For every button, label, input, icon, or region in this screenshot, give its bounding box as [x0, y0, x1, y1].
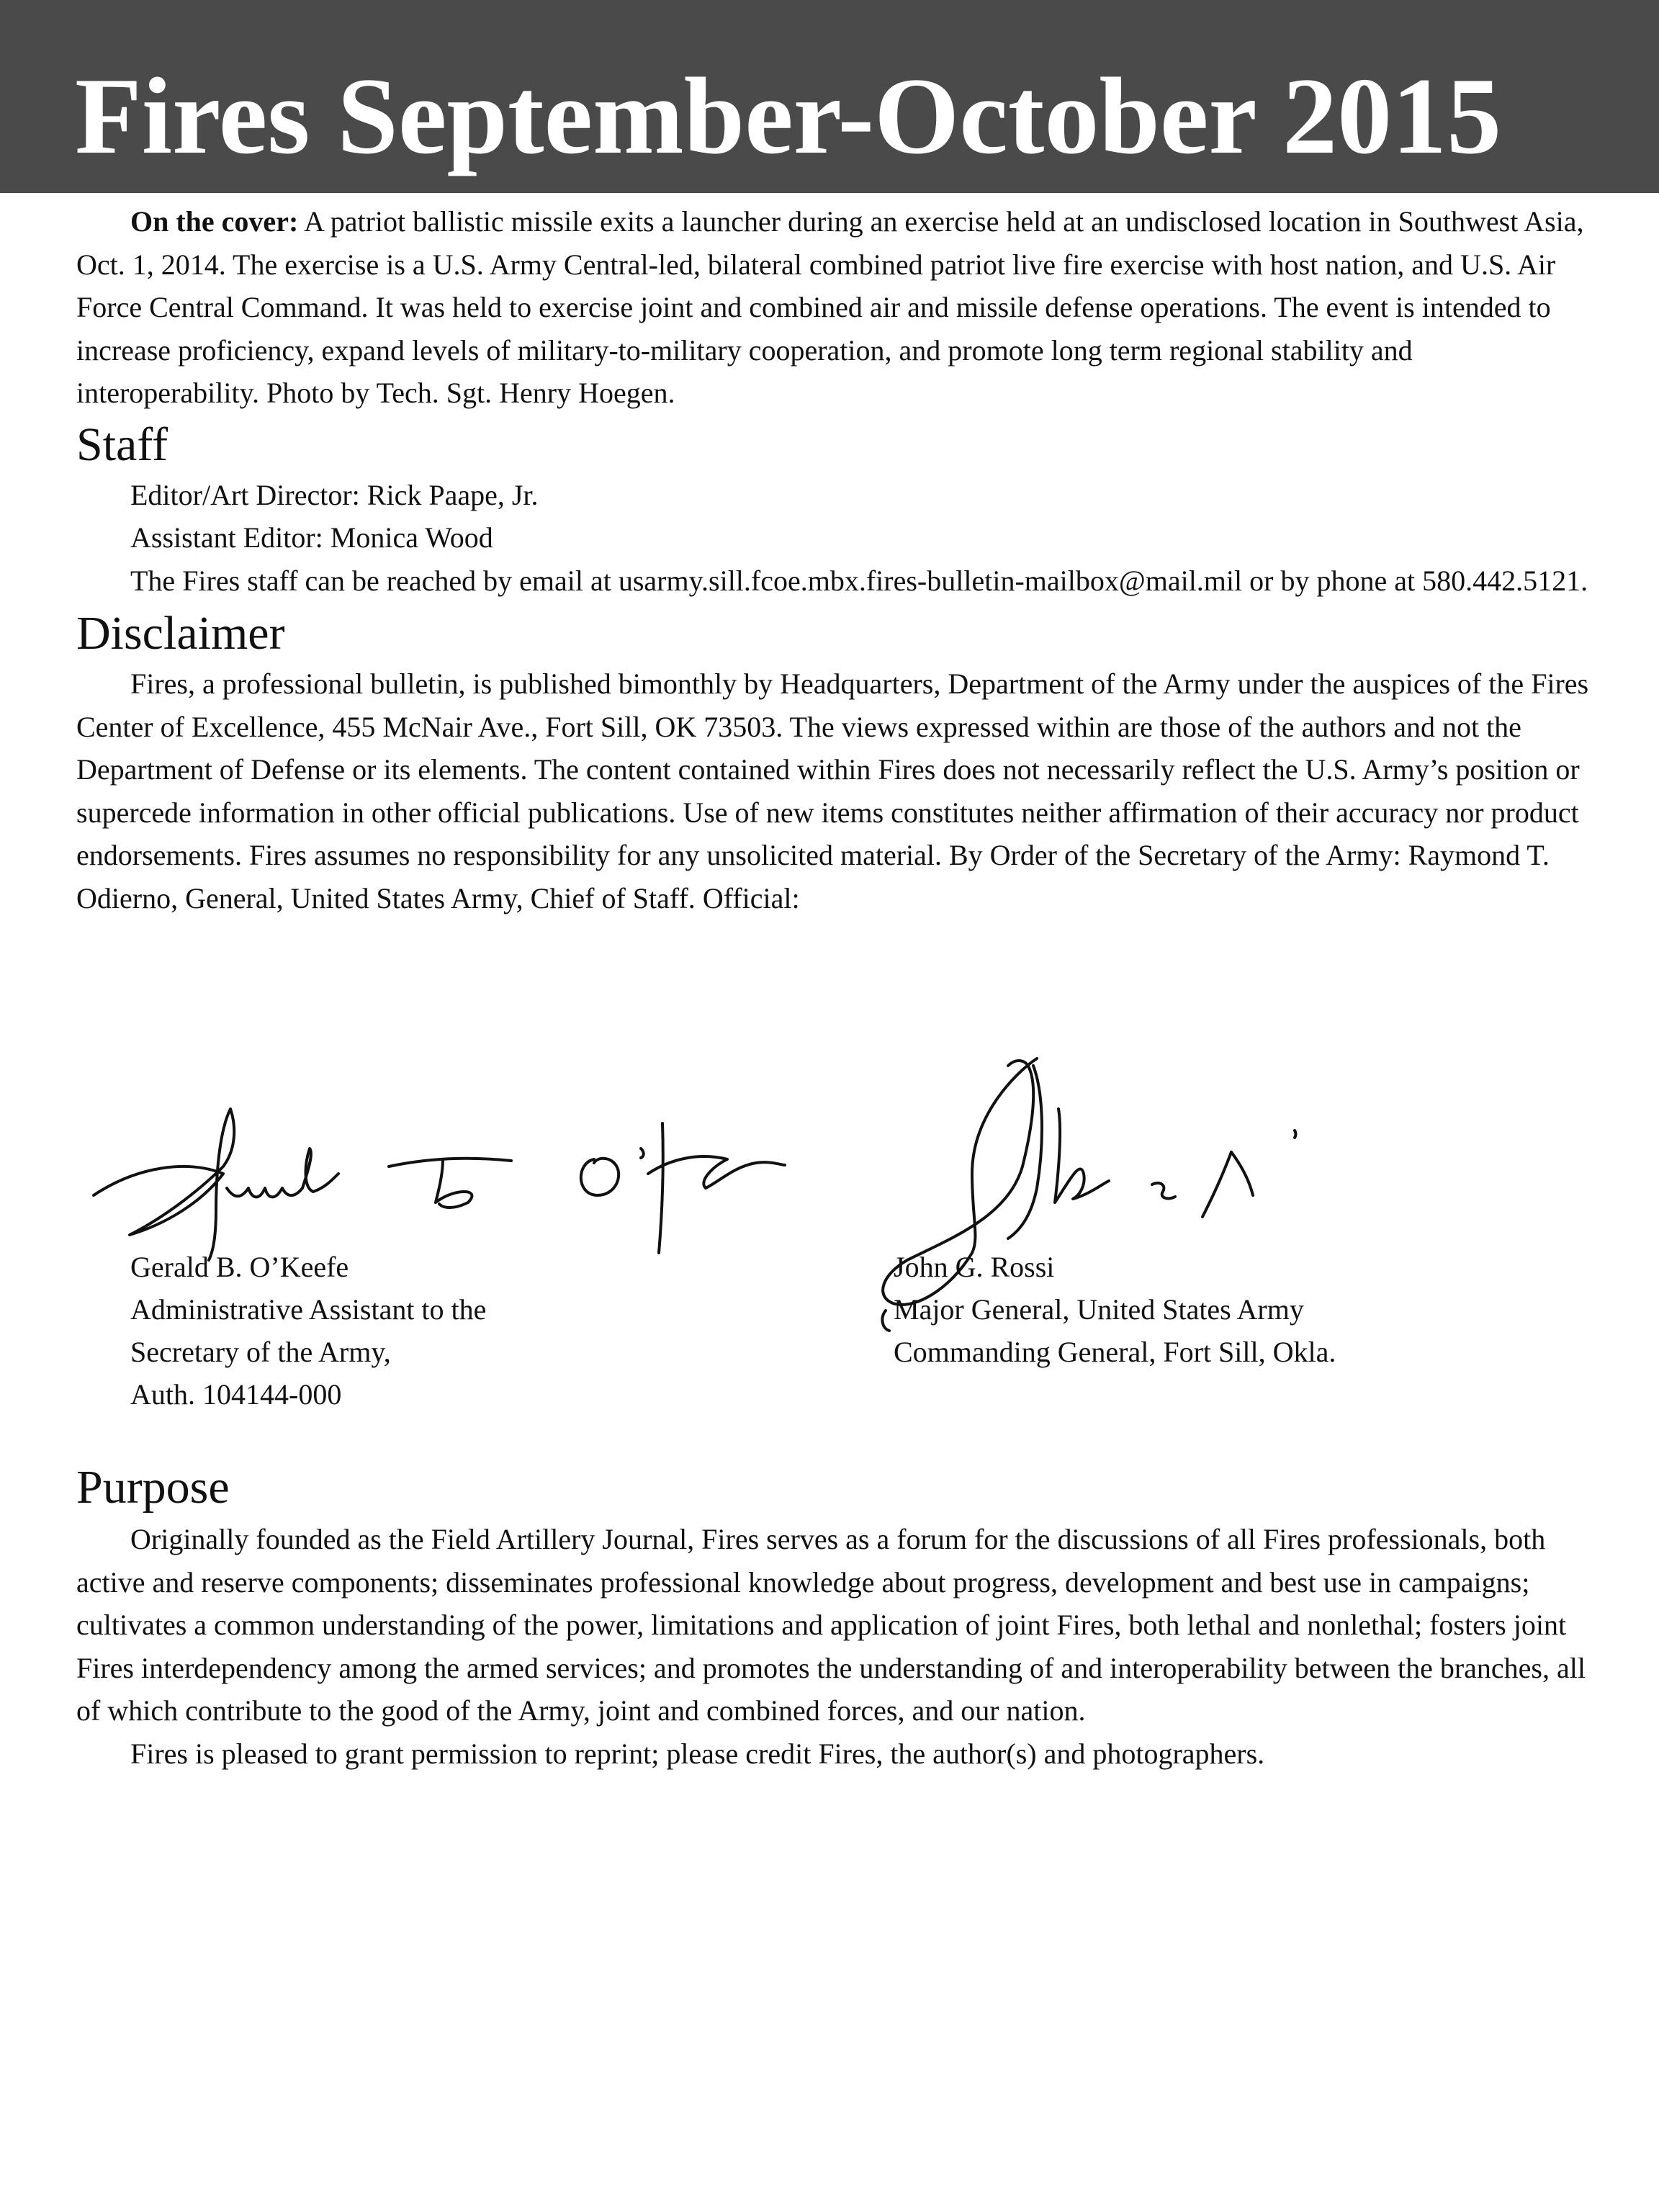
okeefe-signature: [79, 1080, 799, 1267]
okeefe-name: Gerald B. O’Keefe: [130, 1251, 349, 1283]
staff-assistant: Assistant Editor: Monica Wood: [130, 521, 493, 554]
staff-editor: Editor/Art Director: Rick Paape, Jr.: [130, 478, 539, 511]
disclaimer-text: [76, 662, 1594, 920]
staff-heading: Staff: [76, 418, 168, 471]
title-banner: [0, 0, 1659, 193]
page-title: Fires September-October 2015: [75, 55, 1502, 176]
cover-text: A patriot ballistic missile exits a launcher during an exercise held at an undisclosed location in Southwest Asia, Oct. 1, 2014. The exercise is a U.S. Army Central-led, bilateral combined patriot live fire exercise with host nation, and U.S. Air Force Central Command. It was held to exercise joint and combined air and missile defense operations. The event is intended to increase proficiency, expand levels of military-to-military cooperation, and promote long term regional stability and interoperability. Photo by Tech. Sgt. Henry Hoegen.: [76, 205, 1584, 409]
okeefe-signature-block: [130, 1246, 486, 1416]
disclaimer-heading: Disclaimer: [76, 607, 285, 660]
purpose-heading: Purpose: [76, 1461, 230, 1514]
rossi-name: John G. Rossi: [894, 1251, 1055, 1283]
okeefe-title-1: Administrative Assistant to the: [130, 1293, 487, 1326]
purpose-text: Originally founded as the Field Artillery Journal, Fires serves as a forum for the discussions of all Fires professionals, both active and reserve components; disseminates professional knowledge about progress, development and best use in campaigns; cultivates a common understanding of the power, limitations and application of joint Fires, both lethal and nonlethal; fosters joint Fires interdependency among the armed services; and promotes the understanding of and interoperability between the branches, all of which contribute to the good of the Army, joint and combined forces, and our nation.: [76, 1523, 1586, 1727]
main-content: [76, 200, 1594, 920]
rossi-title-1: Major General, United States Army: [894, 1293, 1304, 1326]
rossi-signature-block: [894, 1246, 1336, 1373]
cover-paragraph: [76, 200, 1594, 415]
signature-area: [0, 1030, 1659, 1433]
purpose-reprint: Fires is pleased to grant permission to reprint; please credit Fires, the author(s) and photographers.: [130, 1737, 1265, 1770]
cover-lead: On the cover:: [130, 205, 299, 238]
okeefe-title-2: Secretary of the Army,: [130, 1336, 391, 1368]
disclaimer-official: Official:: [702, 881, 800, 914]
okeefe-auth: Auth. 104144-000: [130, 1378, 342, 1411]
disclaimer-body: Fires, a professional bulletin, is published bimonthly by Headquarters, Department of the Army under the auspices of the Fires Center of Excellence, 455 McNair Ave., Fort Sill, OK 73503. The views expressed within are those of the authors and not the Department of Defense or its elements. The content contained within Fires does not necessarily reflect the U.S. Army’s position or supercede information in other official publications. Use of new items constitutes neither affirmation of their accuracy nor product endorsements. Fires assumes no responsibility for any unsolicited material. By Order of the Secretary of the Army: Raymond T. Odierno, General, United States Army, Chief of Staff.: [76, 667, 1589, 914]
rossi-title-2: Commanding General, Fort Sill, Okla.: [894, 1336, 1336, 1368]
staff-contact: The Fires staff can be reached by email at usarmy.sill.fcoe.mbx.fires-bulletin-mailbox@mail.mil or by phone at 580.442.5121.: [130, 564, 1588, 597]
purpose-section: [76, 1518, 1594, 1775]
